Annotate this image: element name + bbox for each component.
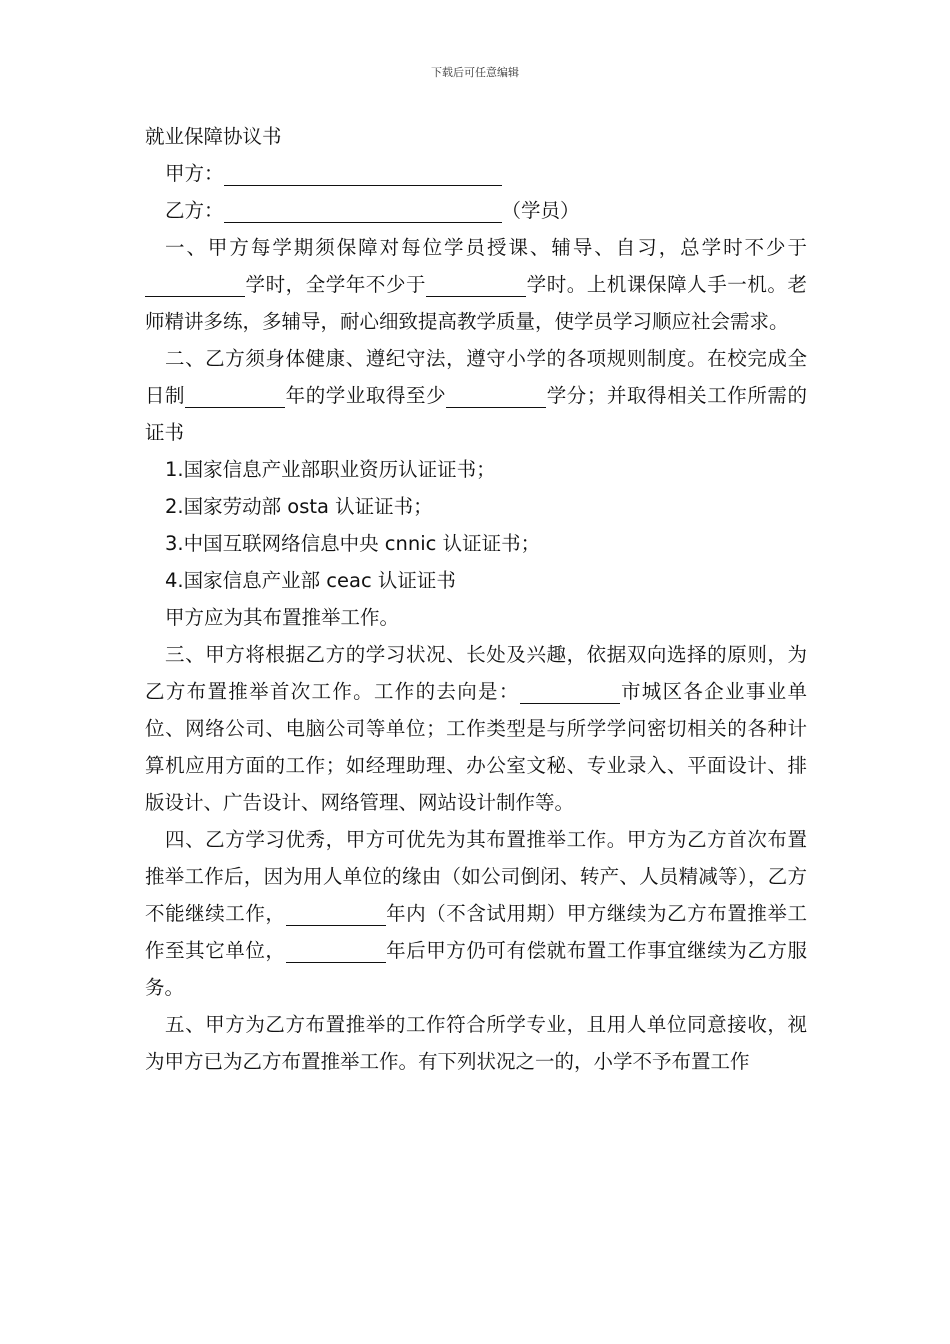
clause-2-text-b: 年的学业取得至少 (285, 384, 447, 407)
clause-4 (145, 821, 807, 1006)
cert-item-1: 1.国家信息产业部职业资历认证证书； (165, 458, 496, 481)
clause-1-text-c: 学时。上机课保障人手一机。老师精讲多练，多辅导，耐心细致提高教学质量，使学员学习顺应社会需求。 (145, 273, 807, 333)
party-b-label: 乙方： (165, 199, 224, 222)
blank-credits (446, 385, 546, 408)
blank-city (520, 681, 620, 704)
document-body (145, 118, 807, 1080)
cert-item-2: 2.国家劳动部 osta 认证证书； (165, 495, 433, 518)
clause-3-text-a: 三、甲方将根据乙方的学习状况、长处及兴趣，依据双向选择的原则，为乙方布置推举首次工作。工作的去向是： (145, 643, 807, 703)
party-a-line (145, 155, 807, 192)
party-a-label: 甲方： (165, 162, 224, 185)
blank-years-after (286, 940, 386, 963)
clause-4-text-c: 年后甲方仍可有偿就布置工作事宜继续为乙方服务。 (145, 939, 807, 999)
party-b-suffix: （学员） (501, 199, 580, 222)
clause-3 (145, 636, 807, 821)
clause-3-text-b: 市城区各企业事业单位、网络公司、电脑公司等单位；工作类型是与所学学问密切相关的各种计算机应用方面的工作；如经理助理、办公室文秘、专业录入、平面设计、排版设计、广告设计、网络管理、网站设计制作等。 (145, 680, 807, 814)
clause-2 (145, 340, 807, 451)
cert-item-3: 3.中国互联网络信息中央 cnnic 认证证书； (165, 532, 541, 555)
blank-hours-year (426, 274, 526, 297)
document-title: 就业保障协议书 (145, 125, 282, 148)
after-certs-line: 甲方应为其布置推举工作。 (165, 606, 400, 629)
blank-years (185, 385, 285, 408)
clause-1 (145, 229, 807, 340)
party-a-blank (224, 163, 502, 186)
clause-2-text-a: 二、乙方须身体健康、遵纪守法，遵守小学的各项规则制度。在校完成全日制 (145, 347, 807, 407)
clause-1-text-a: 一、甲方每学期须保障对每位学员授课、辅导、自习，总学时不少于 (165, 236, 807, 259)
cert-item-4: 4.国家信息产业部 ceac 认证证书 (165, 569, 456, 592)
party-b-blank (224, 200, 502, 223)
clause-1-text-b: 学时，全学年不少于 (245, 273, 427, 296)
clause-4-text-a: 四、乙方学习优秀，甲方可优先为其布置推举工作。甲方为乙方首次布置推举工作后，因为用人单位的缘由（如公司倒闭、转产、人员精减等），乙方不能继续工作， (145, 828, 807, 925)
clause-5: 五、甲方为乙方布置推举的工作符合所学专业，且用人单位同意接收，视为甲方已为乙方布置推举工作。有下列状况之一的，小学不予布置工作 (145, 1013, 807, 1073)
party-b-line (145, 192, 807, 229)
clause-4-text-b: 年内（不含试用期）甲方继续为乙方布置推举工作至其它单位， (145, 902, 807, 962)
clause-2-text-c: 学分；并取得相关工作所需的证书 (145, 384, 807, 444)
header-note: 下载后可任意编辑 (431, 66, 519, 79)
blank-years-within (286, 903, 386, 926)
blank-hours-term (145, 274, 245, 297)
